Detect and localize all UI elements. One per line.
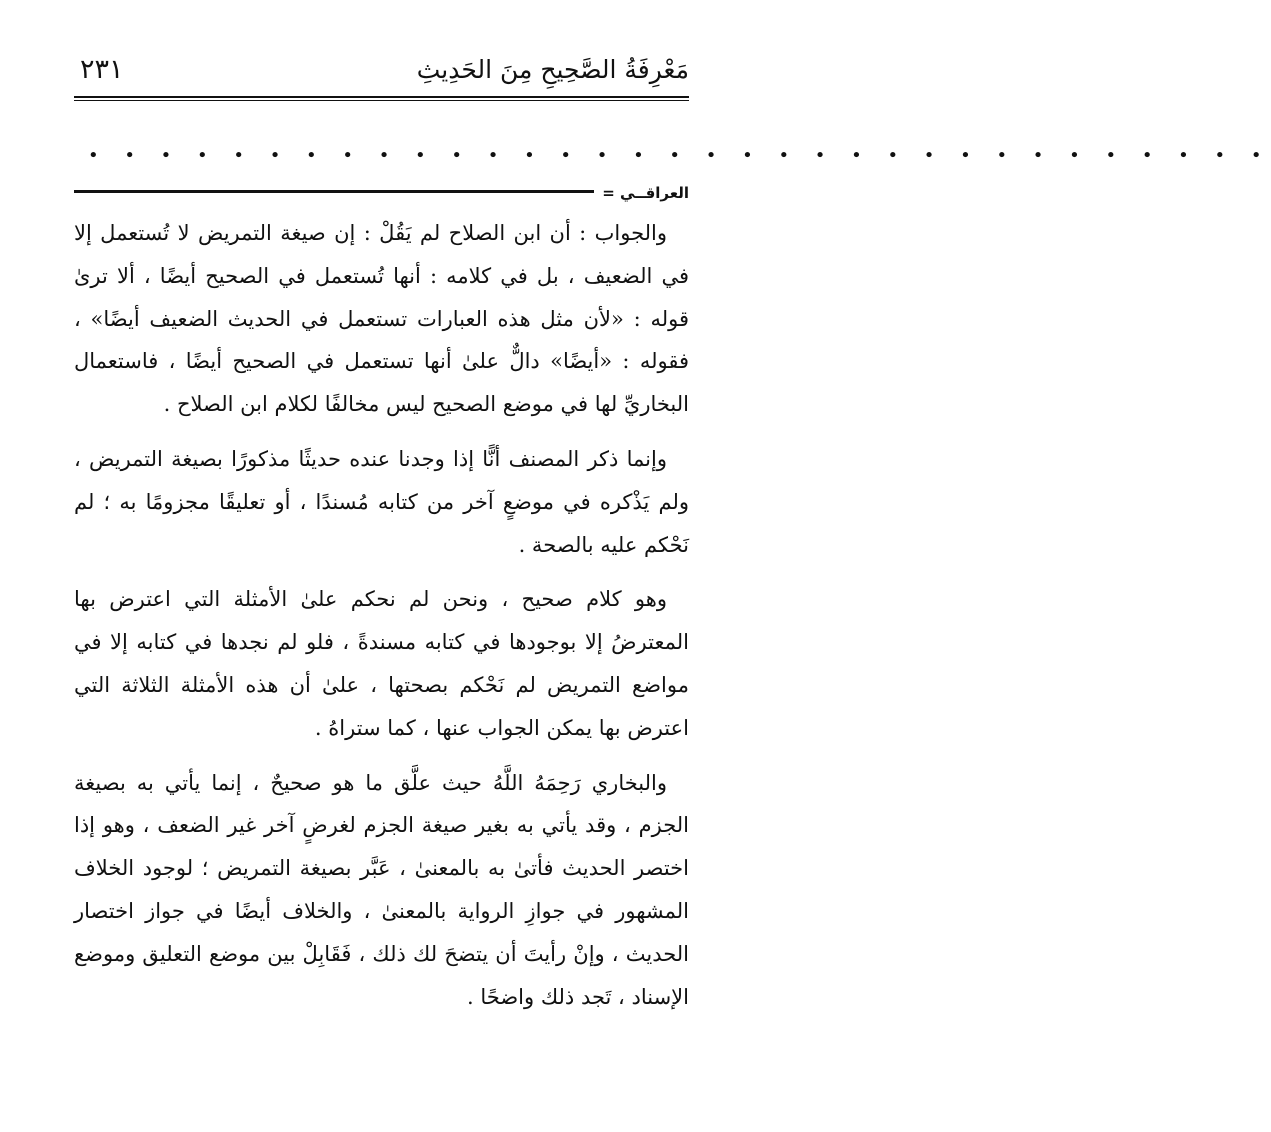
running-title: مَعْرِفَةُ الصَّحِيحِ مِنَ الحَدِيثِ (416, 55, 689, 84)
paragraph: والجواب : أن ابن الصلاح لم يَقُلْ : إن صيغة التمريض لا تُستعمل إلا في الضعيف ، بل في كلامه : أنها تُستعمل في الصحيح أيضًا ، ألا ترىٰ قوله : «لأن مثل هذه العبارات تستعمل في الحديث الضعيف أيضًا» ، فقوله : «أيضًا» دالٌّ علىٰ أنها تستعمل في الصحيح أيضًا ، فاستعمال البخاريِّ لها في موضع الصحيح ليس مخالفًا لكلام ابن الصلاح . (74, 221, 689, 417)
body-text (74, 212, 689, 1030)
dotted-separator: • • • • • • • • • • • • • • • • • • • • • • • • • • • • • • • • • (88, 145, 1271, 166)
commentator-heading (74, 180, 689, 206)
paragraph: وهو كلام صحيح ، ونحن لم نحكم علىٰ الأمثلة التي اعترض بها المعترضُ إلا بوجودها في كتابه مسندةً ، فلو لم نجدها في كتابه إلا في مواضع التمريض لم نَحْكم بصحتها ، علىٰ أن هذه الأمثلة الثلاثة التي اعترض بها يمكن الجواب عنها ، كما ستراهُ . (74, 587, 689, 740)
page-header (74, 50, 689, 90)
header-rule (74, 96, 689, 98)
commentator-rule (74, 190, 594, 193)
header-rule-thin (74, 100, 689, 101)
commentator-label: العراقــي = (602, 184, 689, 202)
paragraph: وإنما ذكر المصنف أنًّا إذا وجدنا عنده حديثًا مذكورًا بصيغة التمريض ، ولم يَذْكره في موضعٍ آخر من كتابه مُسندًا ، أو تعليقًا مجزومًا به ؛ لم نَحْكم عليه بالصحة . (74, 446, 689, 557)
page-number: ٢٣١ (80, 54, 124, 85)
paragraph: والبخاري رَحِمَهُ اللَّهُ حيث علَّق ما هو صحيحٌ ، إنما يأتي به بصيغة الجزم ، وقد يأتي به بغير صيغة الجزم لغرضٍ آخر غير الضعف ، وهو إذا اختصر الحديث فأتىٰ به بالمعنىٰ ، عَبَّر بصيغة التمريض ؛ لوجود الخلاف المشهور في جوازِ الرواية بالمعنىٰ ، والخلاف أيضًا في جواز اختصار الحديث ، وإنْ رأيتَ أن يتضحَ لك ذلك ، فَقَابِلْ بين موضع التعليق وموضع الإسناد ، تَجد ذلك واضحًا . (74, 770, 689, 1009)
